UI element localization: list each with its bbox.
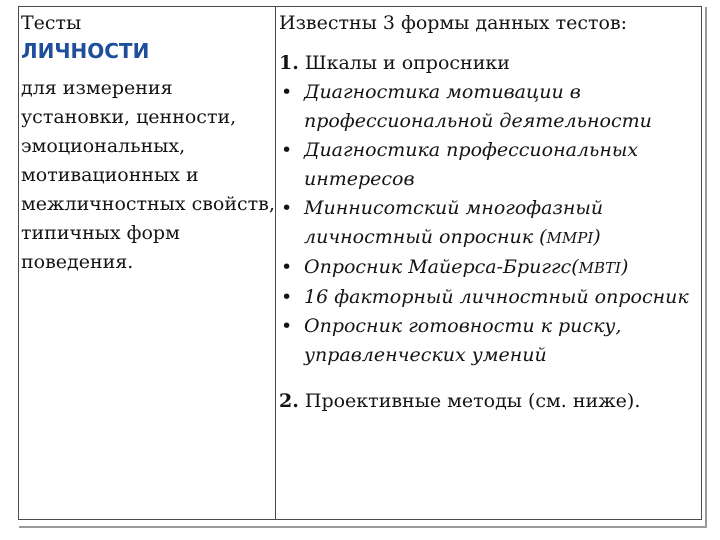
item-2 [279,387,701,416]
bullet-list [279,78,701,370]
left-description: для измерения установки, ценности, эмоциональных, мотивационных и межличностных свойств, типичных форм поведения. [21,77,275,273]
content-table [18,6,702,520]
bullet-text: Миннисотский многофазный личностный опросник ( [304,197,604,248]
table-row [19,7,702,520]
right-heading: Известны 3 формы данных тестов: [279,12,628,34]
left-cell [19,7,276,520]
mbti-label: MBTI [578,259,621,277]
personality-title: ЛИЧНОСТИ [21,39,150,63]
list-item [279,136,701,194]
mmpi-label: MMPI [546,229,594,247]
list-item [279,253,701,283]
list-item [279,194,701,253]
bullet-text: Опросник готовности к риску, управленческих умений [304,315,622,366]
item-2-text: Проективные методы (см. ниже). [304,390,641,412]
right-cell [276,7,702,520]
list-item [279,283,701,312]
mbti-close: ) [620,256,629,278]
list-item [279,312,701,370]
item-1 [279,49,701,78]
bullet-text: Опросник Майерса-Бриггс( [304,256,579,278]
bullet-marker: • [281,81,293,103]
bullet-marker: • [281,315,293,337]
item-2-number: 2. [279,390,299,412]
list-item [279,78,701,136]
bullet-marker: • [281,139,293,161]
bullet-text: Диагностика профессиональных интересов [304,139,639,190]
bullet-marker: • [281,286,293,308]
bullet-marker: • [281,256,293,278]
bullet-text: 16 факторный личностный опросник [304,286,689,308]
bullet-marker: • [281,197,293,219]
item-1-text: Шкалы и опросники [304,52,510,74]
item-1-number: 1. [279,52,299,74]
left-heading: Тесты [21,12,82,34]
mmpi-close: ) [593,226,601,248]
bullet-text: Диагностика мотивации в профессиональной деятельности [304,81,652,132]
